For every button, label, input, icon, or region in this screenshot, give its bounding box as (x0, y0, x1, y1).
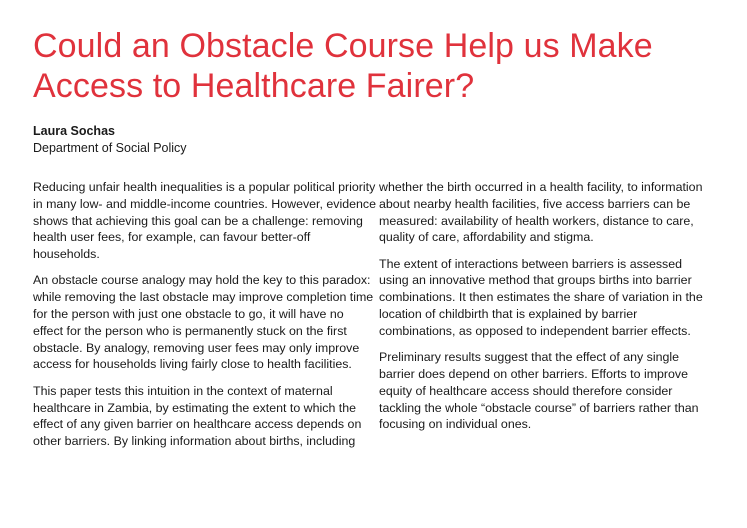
body-paragraph: The extent of interactions between barriers is assessed using an innovative method that groups births into barrier combinations. It then estimates the share of variation in the location of childbirth that is explained by barrier combinations, as opposed to independent barrier effects. (379, 256, 703, 338)
right-column (379, 179, 715, 443)
body-paragraph: whether the birth occurred in a health facility, to information about nearby health facilities, five access barriers can be measured: availability of health workers, distance to care, quality of care, affordability and stigma. (379, 180, 703, 245)
author-department: Department of Social Policy (33, 141, 187, 155)
body-paragraph: This paper tests this intuition in the context of maternal healthcare in Zambia, by estimating the extent to which the effect of any given barrier on healthcare access depends on other barriers. By linking information about births, including (33, 383, 362, 449)
body-paragraph: An obstacle course analogy may hold the key to this paradox: while removing the last obstacle may improve completion time for the person with just one obstacle to go, it will have no effect for the person who is permanently stuck on the first obstacle. By analogy, removing user fees may only improve access for households living fairly close to health facilities. (33, 273, 374, 372)
left-column (33, 179, 376, 459)
article-title: Could an Obstacle Course Help us Make Access to Healthcare Fairer? (33, 27, 653, 105)
author-name: Laura Sochas (33, 124, 115, 138)
body-paragraph: Preliminary results suggest that the effect of any single barrier does depend on other barriers. Efforts to improve equity of healthcare access should therefore consider tackling the whole “obstacle course” of barriers rather than focusing on individual ones. (379, 350, 699, 432)
body-paragraph: Reducing unfair health inequalities is a popular political priority in many low- and middle-income countries. However, evidence shows that achieving this goal can be a challenge: removing health user fees, for example, can favour better-off households. (33, 180, 376, 262)
